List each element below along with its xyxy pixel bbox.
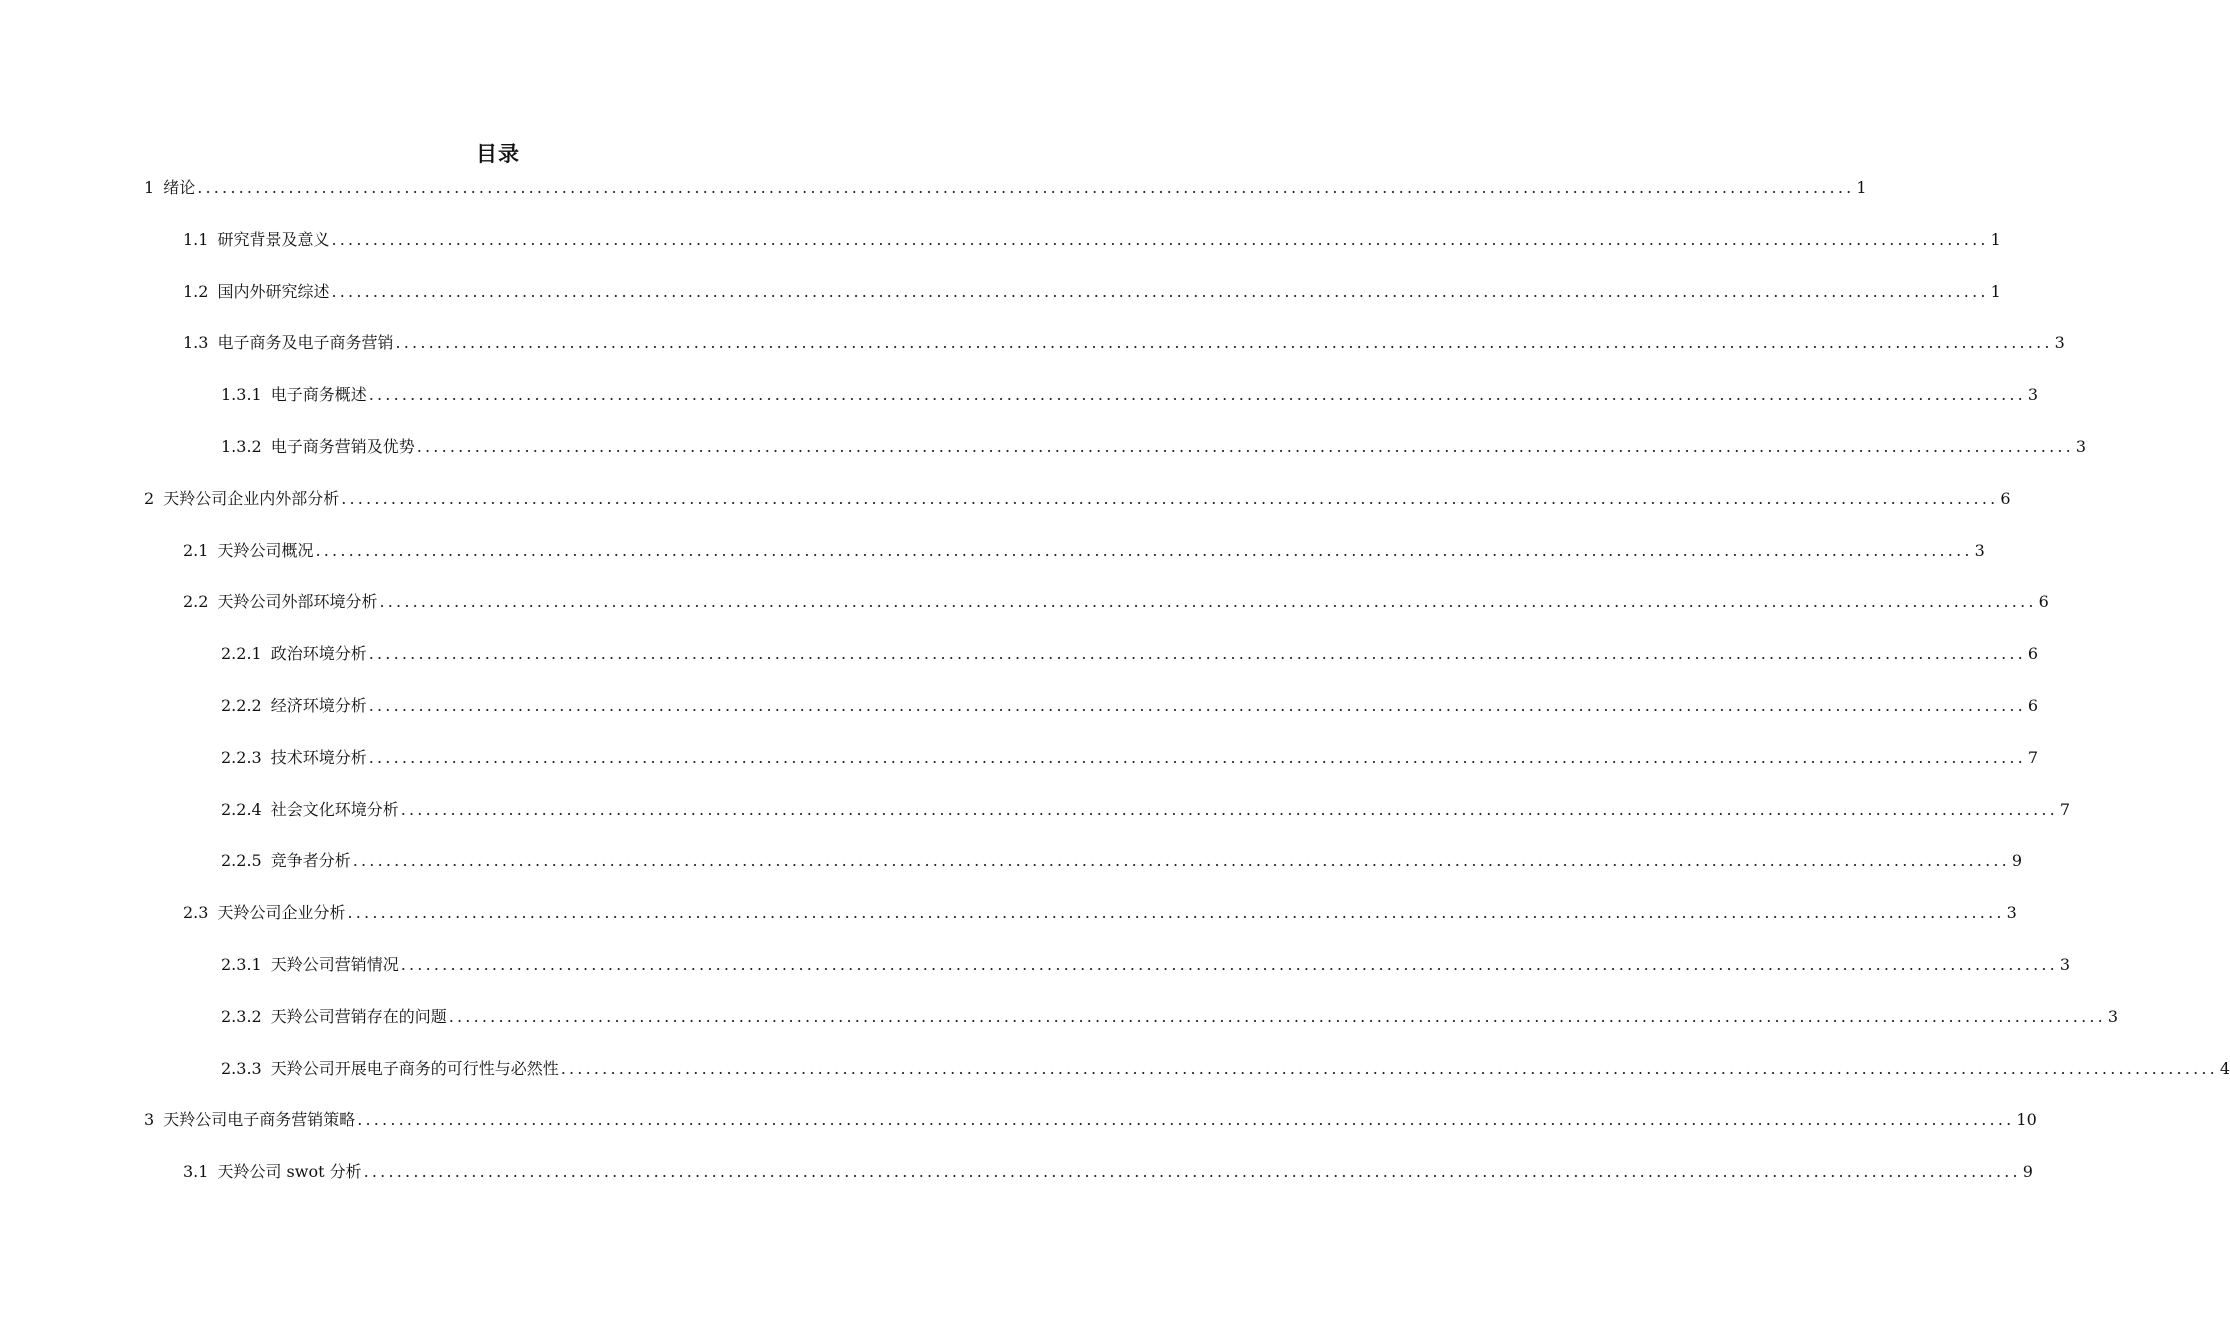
toc-entry-text: 研究背景及意义 bbox=[217, 229, 330, 249]
toc-entry-page: 6 bbox=[2000, 488, 2011, 508]
toc-entry-page: 6 bbox=[2038, 592, 2049, 612]
toc-entry-number: 2 bbox=[144, 488, 155, 508]
toc-entry-page: 6 bbox=[2027, 696, 2039, 715]
toc-entry-page: 1 bbox=[1990, 229, 2001, 249]
toc-entry[interactable] bbox=[221, 1057, 2230, 1081]
toc-entry-page: 6 bbox=[2027, 644, 2039, 664]
toc-entry[interactable] bbox=[221, 746, 2039, 770]
toc-entry-number: 1.3 bbox=[183, 333, 209, 353]
toc-entry-number: 3 bbox=[144, 1110, 155, 1130]
toc-entry-number: 1.2 bbox=[183, 281, 209, 301]
toc-entry[interactable] bbox=[221, 694, 2039, 718]
toc-entry[interactable] bbox=[221, 1005, 2119, 1029]
toc-entry-text: 经济环境分析 bbox=[270, 696, 367, 715]
toc-entry-text: 电子商务及电子商务营销 bbox=[217, 333, 394, 353]
toc-dot-leader: ........................................................................................................................................................................................................ bbox=[400, 799, 2058, 819]
toc-dot-leader: ........................................................................................................................................................................................................ bbox=[560, 1058, 2218, 1078]
toc-dot-leader: ........................................................................................................................................................................................................ bbox=[331, 229, 1989, 249]
toc-entry[interactable] bbox=[183, 590, 2049, 614]
toc-dot-leader: ........................................................................................................................................................................................................ bbox=[395, 333, 2053, 353]
toc-entry[interactable] bbox=[221, 849, 2023, 873]
toc-entry-number: 2.2.5 bbox=[221, 851, 262, 871]
toc-entry-page: 3 bbox=[1974, 540, 1985, 560]
toc-entry[interactable] bbox=[144, 176, 1867, 200]
toc-entry-number: 2.2.3 bbox=[221, 747, 262, 767]
toc-entry-page: 3 bbox=[2059, 955, 2071, 974]
toc-entry-page: 10 bbox=[2016, 1110, 2037, 1130]
toc-entry[interactable] bbox=[221, 383, 2039, 407]
toc-entry[interactable] bbox=[221, 953, 2071, 977]
toc-entry[interactable] bbox=[183, 228, 2001, 252]
toc-entry-text: 社会文化环境分析 bbox=[270, 799, 399, 819]
toc-entry-text: 天羚公司 swot 分析 bbox=[217, 1162, 362, 1182]
toc-entry-number: 1 bbox=[144, 178, 155, 197]
toc-entry-page: 7 bbox=[2027, 747, 2039, 767]
toc-entry-number: 2.3.3 bbox=[221, 1058, 262, 1078]
toc-entry-number: 2.3.2 bbox=[221, 1006, 262, 1026]
toc-entry-text: 天羚公司开展电子商务的可行性与必然性 bbox=[270, 1058, 559, 1078]
toc-entry-text: 天羚公司外部环境分析 bbox=[217, 592, 378, 612]
toc-entry-page: 3 bbox=[2107, 1006, 2119, 1026]
toc-entry[interactable] bbox=[183, 331, 2065, 355]
toc-entry-number: 1.3.2 bbox=[221, 437, 262, 456]
toc-entry[interactable] bbox=[221, 435, 2087, 459]
toc-entry-number: 1.1 bbox=[183, 229, 209, 249]
toc-entry-text: 技术环境分析 bbox=[270, 747, 367, 767]
toc-title: 目录 bbox=[476, 141, 520, 166]
toc-entry-text: 电子商务概述 bbox=[270, 385, 367, 405]
toc-dot-leader: ........................................................................................................................................................................................................ bbox=[315, 540, 1973, 560]
toc-entry-page: 3 bbox=[2006, 903, 2017, 923]
toc-entry[interactable] bbox=[183, 901, 2017, 925]
toc-entry-page: 3 bbox=[2027, 385, 2039, 405]
toc-entry-page: 4 bbox=[2219, 1058, 2230, 1078]
toc-entry-number: 2.2 bbox=[183, 592, 209, 612]
toc-dot-leader: ........................................................................................................................................................................................................ bbox=[368, 644, 2026, 664]
toc-entry-number: 2.1 bbox=[183, 540, 209, 560]
toc-entry-page: 3 bbox=[2075, 437, 2087, 456]
toc-entry-text: 竞争者分析 bbox=[270, 851, 351, 871]
toc-entry-text: 天羚公司企业内外部分析 bbox=[163, 488, 340, 508]
toc-dot-leader: ........................................................................................................................................................................................................ bbox=[368, 747, 2026, 767]
toc-dot-leader: ........................................................................................................................................................................................................ bbox=[331, 281, 1989, 301]
toc-dot-leader: ........................................................................................................................................................................................................ bbox=[379, 592, 2037, 612]
toc-entry-number: 1.3.1 bbox=[221, 385, 262, 405]
toc-dot-leader: ........................................................................................................................................................................................................ bbox=[341, 488, 1999, 508]
toc-entry-text: 天羚公司概况 bbox=[217, 540, 314, 560]
toc-entry-page: 7 bbox=[2059, 799, 2071, 819]
toc-entry-number: 2.2.1 bbox=[221, 644, 262, 664]
toc-entry-number: 2.3.1 bbox=[221, 955, 262, 974]
toc-entry-text: 国内外研究综述 bbox=[217, 281, 330, 301]
toc-entry-text: 天羚公司电子商务营销策略 bbox=[163, 1110, 356, 1130]
toc-dot-leader: ........................................................................................................................................................................................................ bbox=[448, 1006, 2106, 1026]
toc-entry-number: 3.1 bbox=[183, 1162, 209, 1182]
toc-entry-page: 1 bbox=[1990, 281, 2001, 301]
toc-entry-number: 2.2.4 bbox=[221, 799, 262, 819]
toc-entry[interactable] bbox=[183, 280, 2001, 304]
toc-entry-text: 电子商务营销及优势 bbox=[270, 437, 415, 456]
toc-entry-page: 9 bbox=[2022, 1162, 2033, 1182]
toc-dot-leader: ........................................................................................................................................................................................................ bbox=[368, 696, 2026, 715]
toc-dot-leader: ........................................................................................................................................................................................................ bbox=[197, 178, 1855, 197]
toc-entry[interactable] bbox=[221, 642, 2039, 666]
toc-entry-page: 9 bbox=[2011, 851, 2023, 871]
toc-dot-leader: ........................................................................................................................................................................................................ bbox=[352, 851, 2010, 871]
toc-entry-text: 绪论 bbox=[163, 178, 196, 197]
toc-entry-text: 天羚公司营销存在的问题 bbox=[270, 1006, 447, 1026]
toc-entry-page: 1 bbox=[1856, 178, 1867, 197]
toc-entry-page: 3 bbox=[2054, 333, 2065, 353]
toc-entry[interactable] bbox=[183, 1160, 2033, 1184]
toc-entry[interactable] bbox=[183, 539, 1985, 563]
toc-entry[interactable] bbox=[144, 487, 2011, 511]
toc-entry-text: 天羚公司营销情况 bbox=[270, 955, 399, 974]
toc-dot-leader: ........................................................................................................................................................................................................ bbox=[347, 903, 2005, 923]
toc-dot-leader: ........................................................................................................................................................................................................ bbox=[400, 955, 2058, 974]
toc-dot-leader: ........................................................................................................................................................................................................ bbox=[363, 1162, 2021, 1182]
toc-dot-leader: ........................................................................................................................................................................................................ bbox=[416, 437, 2074, 456]
toc-dot-leader: ........................................................................................................................................................................................................ bbox=[368, 385, 2026, 405]
toc-entry-number: 2.2.2 bbox=[221, 696, 262, 715]
toc-entry-text: 天羚公司企业分析 bbox=[217, 903, 346, 923]
toc-entry-text: 政治环境分析 bbox=[270, 644, 367, 664]
toc-entry[interactable] bbox=[144, 1108, 2037, 1132]
toc-entry[interactable] bbox=[221, 798, 2071, 822]
toc-entry-number: 2.3 bbox=[183, 903, 209, 923]
toc-dot-leader: ........................................................................................................................................................................................................ bbox=[357, 1110, 2015, 1130]
